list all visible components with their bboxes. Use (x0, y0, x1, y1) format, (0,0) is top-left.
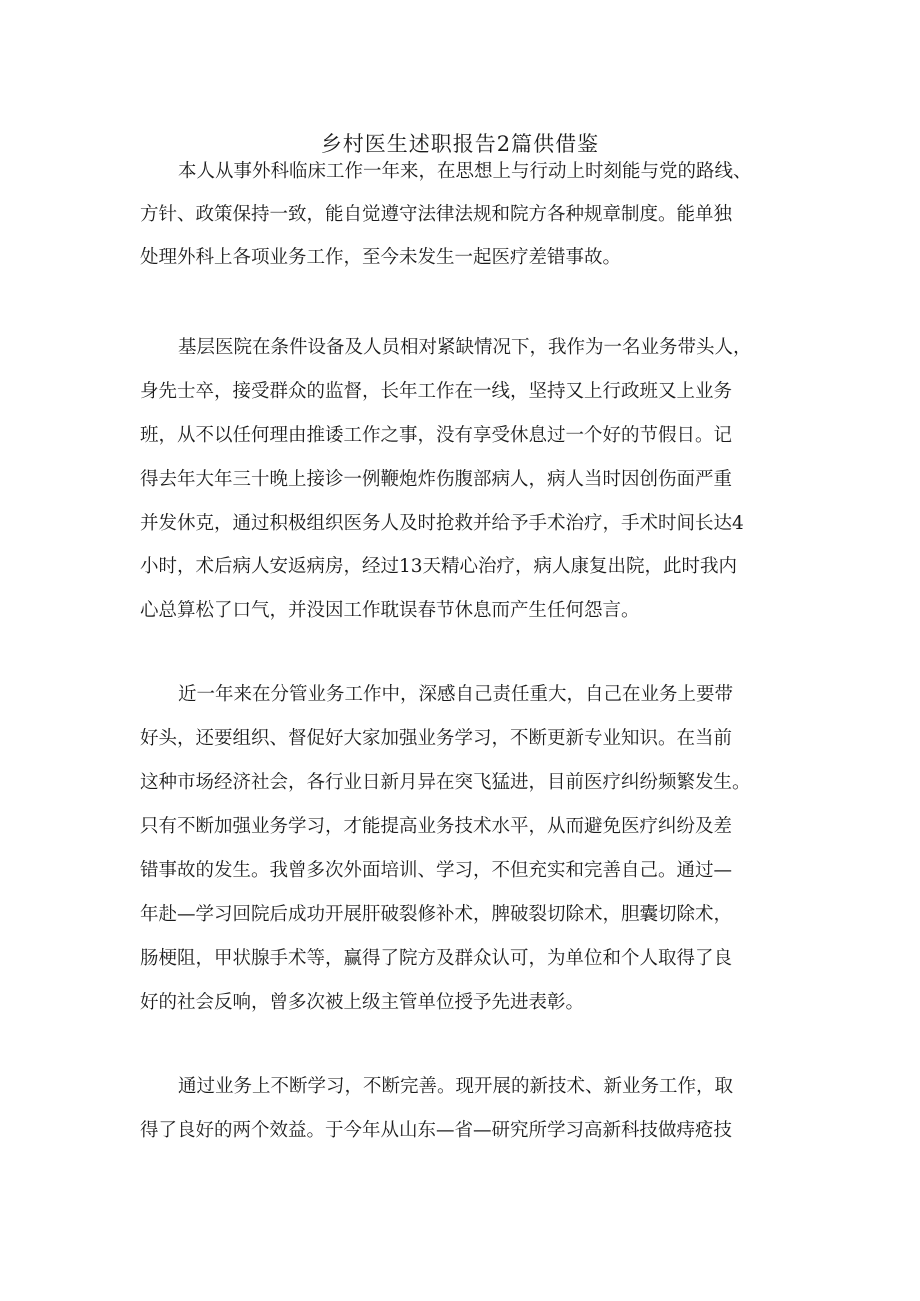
text-line: 本人从事外科临床工作一年来，在思想上与行动上时刻能与党的路线、 (178, 161, 752, 182)
text-line: 得去年大年三十晚上接诊一例鞭炮炸伤腹部病人，病人当时因创伤面严重 (140, 469, 733, 490)
text-line: 心总算松了口气，并没因工作耽误春节休息而产生任何怨言。 (140, 600, 640, 621)
text-line: 好的社会反响，曾多次被上级主管单位授予先进表彰。 (140, 992, 585, 1013)
text-line: 得了良好的两个效益。于今年从山东—省—研究所学习高新科技做痔疮技 (140, 1120, 733, 1141)
text-line: 通过业务上不断学习，不断完善。现开展的新技术、新业务工作，取 (178, 1076, 734, 1097)
text-line: 近一年来在分管业务工作中，深感自己责任重大，自己在业务上要带 (178, 684, 734, 705)
text-line: 并发休克，通过积极组织医务人及时抢救并给予手术治疗，手术时间长达4 (140, 513, 744, 534)
text-line: 这种市场经济社会，各行业日新月异在突飞猛进，目前医疗纠纷频繁发生。 (140, 772, 751, 793)
text-line: 错事故的发生。我曾多次外面培训、学习，不但充实和完善自己。通过— (140, 860, 733, 881)
text-line: 小时，术后病人安返病房，经过13天精心治疗，病人康复出院，此时我内 (140, 556, 738, 577)
text-line: 班，从不以任何理由推诿工作之事，没有享受休息过一个好的节假日。记 (140, 425, 733, 446)
text-line: 身先士卒，接受群众的监督，长年工作在一线，坚持又上行政班又上业务 (140, 381, 733, 402)
text-line: 基层医院在条件设备及人员相对紧缺情况下，我作为一名业务带头人， (178, 337, 752, 358)
text-line: 处理外科上各项业务工作，至今未发生一起医疗差错事故。 (140, 247, 622, 268)
document-title: 乡村医生述职报告2篇供借鉴 (320, 132, 600, 156)
text-line: 好头，还要组织、督促好大家加强业务学习，不断更新专业知识。在当前 (140, 728, 733, 749)
text-line: 只有不断加强业务学习，才能提高业务技术水平，从而避免医疗纠纷及差 (140, 816, 733, 837)
text-line: 方针、政策保持一致，能自觉遵守法律法规和院方各种规章制度。能单独 (140, 204, 733, 225)
text-line: 肠梗阻，甲状腺手术等，赢得了院方及群众认可，为单位和个人取得了良 (140, 948, 733, 969)
text-line: 年赴—学习回院后成功开展肝破裂修补术，脾破裂切除术，胆囊切除术， (140, 904, 733, 925)
